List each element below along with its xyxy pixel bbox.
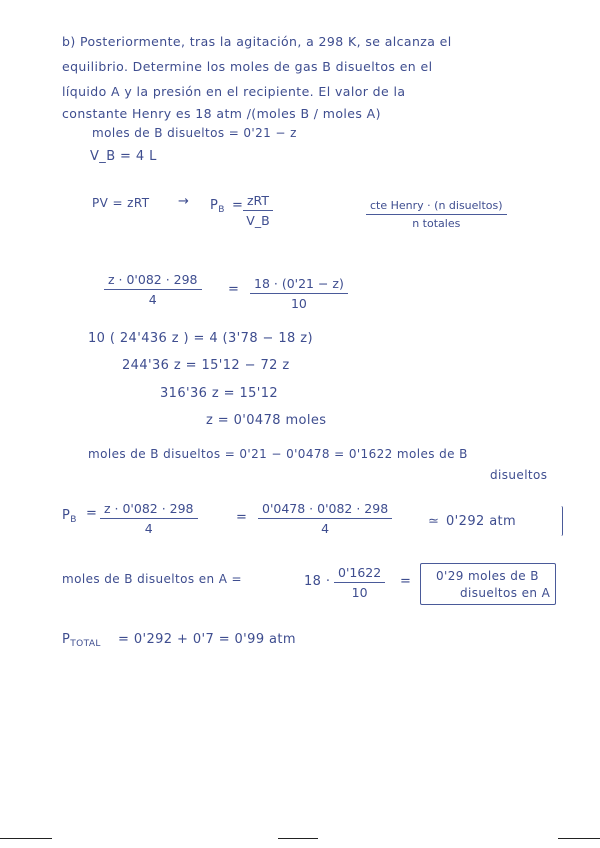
- statement-line-4: constante Henry es 18 atm /(moles B / moles A): [62, 106, 381, 121]
- pb-result-equals-1: =: [86, 506, 98, 521]
- step-3: 316'36 z = 15'12: [160, 386, 279, 401]
- moles-in-a-label: moles de B disueltos en A =: [62, 572, 242, 586]
- pb-symbol: $P_B$: [210, 198, 225, 215]
- statement-line-3: líquido A y la presión en el recipiente. El valor de la: [62, 84, 406, 99]
- equation-equals: =: [228, 282, 240, 297]
- dissolved-moles-result: moles de B disueltos = 0'21 − 0'0478 = 0'1622 moles de B: [88, 447, 468, 461]
- step-2: 244'36 z = 15'12 − 72 z: [122, 358, 290, 373]
- pb-formula-fraction: $\frac{z \cdot 0'082 \cdot 298}{4}$: [100, 501, 198, 536]
- pb-result-symbol: $P_B$: [62, 508, 77, 525]
- moles-in-a-result-line-1: 0'29 moles de B: [436, 569, 539, 583]
- scan-edge-line-center: [278, 838, 318, 839]
- equation-lhs-fraction: $\frac{z \cdot 0'082 \cdot 298}{4}$: [104, 272, 202, 307]
- total-pressure-expression: = 0'292 + 0'7 = 0'99 atm: [118, 632, 296, 647]
- step-4: z = 0'0478 moles: [206, 413, 327, 428]
- moles-in-a-equals: =: [400, 574, 412, 589]
- moles-in-a-factor: 18 ·: [304, 574, 331, 589]
- moles-in-a-result-line-2: disueltos en A: [460, 586, 551, 600]
- pb-equals: =: [232, 198, 244, 213]
- pb-result-equals-2: =: [236, 510, 248, 525]
- pb-result-bracket: [438, 506, 563, 536]
- given-volume: V_B = 4 L: [90, 149, 157, 164]
- statement-line-1: b) Posteriormente, tras la agitación, a 298 K, se alcanza el: [62, 34, 452, 49]
- scan-edge-line-right: [558, 838, 600, 839]
- dissolved-moles-result-cont: disueltos: [490, 468, 548, 482]
- scan-edge-line-left: [0, 838, 52, 839]
- pb-result-value: 0'292 atm: [446, 514, 517, 529]
- step-1: 10 ( 24'436 z ) = 4 (3'78 − 18 z): [88, 331, 313, 346]
- ideal-gas-law: PV = zRT: [92, 196, 150, 210]
- moles-in-a-fraction: $\frac{0'1622}{10}$: [334, 565, 385, 600]
- arrow-symbol: →: [178, 194, 190, 209]
- given-moles-dissolved: moles de B disueltos = 0'21 − z: [92, 126, 297, 140]
- henry-fraction: cte Henry · (n disueltos) n totales: [366, 199, 507, 230]
- pb-numeric-fraction: $\frac{0'0478 \cdot 0'082 \cdot 298}{4}$: [258, 501, 392, 536]
- pb-approx-symbol: ≃: [428, 514, 440, 529]
- statement-line-2: equilibrio. Determine los moles de gas B disueltos en el: [62, 59, 433, 74]
- pb-fraction: zRT V_B: [243, 193, 273, 228]
- total-pressure-symbol: $P_{TOTAL}$: [62, 632, 101, 649]
- equation-rhs-fraction: $\frac{18 \cdot (0'21 - z)}{10}$: [250, 276, 348, 311]
